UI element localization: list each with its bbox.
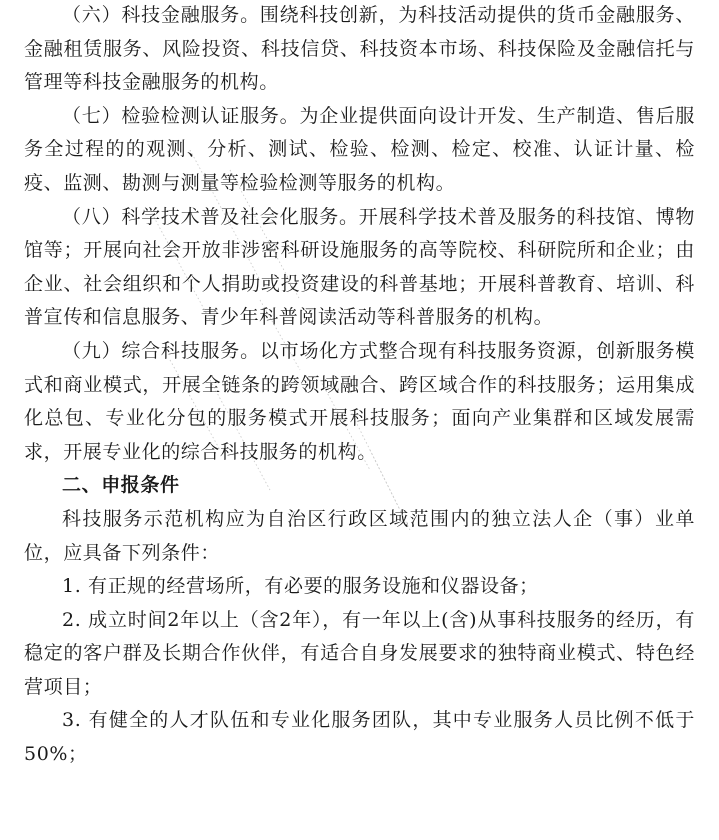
paragraph-integrated-services: （九）综合科技服务。以市场化方式整合现有科技服务资源，创新服务模式和商业模式，开展全链条的跨领域融合、跨区域合作的科技服务；运用集成化总包、专业化分包的服务模式开展科技服务；面向产业集群和区域发展需求，开展专业化的综合科技服务的机构。 bbox=[24, 339, 695, 463]
paragraph-science-popularization: （八）科学技术普及社会化服务。开展科学技术普及服务的科技馆、博物馆等；开展向社会开放非涉密科研设施服务的高等院校、科研院所和企业；由企业、社会组织和个人捐助或投资建设的科普基地；开展科普教育、培训、科普宣传和信息服务、青少年科普阅读活动等科普服务的机构。 bbox=[24, 205, 695, 329]
section-heading: 二、申报条件 bbox=[62, 474, 180, 497]
condition-item-2: 2. 成立时间2年以上（含2年），有一年以上(含)从事科技服务的经历，有稳定的客户群及长期合作伙伴，有适合自身发展要求的独特商业模式、特色经营项目； bbox=[24, 608, 695, 698]
condition-item-3: 3. 有健全的人才队伍和专业化服务团队，其中专业服务人员比例不低于50%； bbox=[24, 709, 695, 766]
document-body bbox=[24, 0, 695, 772]
paragraph-tech-finance: （六）科技金融服务。围绕科技创新，为科技活动提供的货币金融服务、金融租赁服务、风险投资、科技信贷、科技资本市场、科技保险及金融信托与管理等科技金融服务的机构。 bbox=[24, 4, 695, 94]
condition-item-1: 1. 有正规的经营场所，有必要的服务设施和仪器设备； bbox=[62, 575, 539, 598]
paragraph-inspection-certification: （七）检验检测认证服务。为企业提供面向设计开发、生产制造、售后服务全过程的的观测、分析、测试、检验、检测、检定、校准、认证计量、检疫、监测、勘测与测量等检验检测等服务的机构。 bbox=[24, 104, 695, 194]
conditions-intro: 科技服务示范机构应为自治区行政区域范围内的独立法人企（事）业单位，应具备下列条件： bbox=[24, 507, 695, 564]
